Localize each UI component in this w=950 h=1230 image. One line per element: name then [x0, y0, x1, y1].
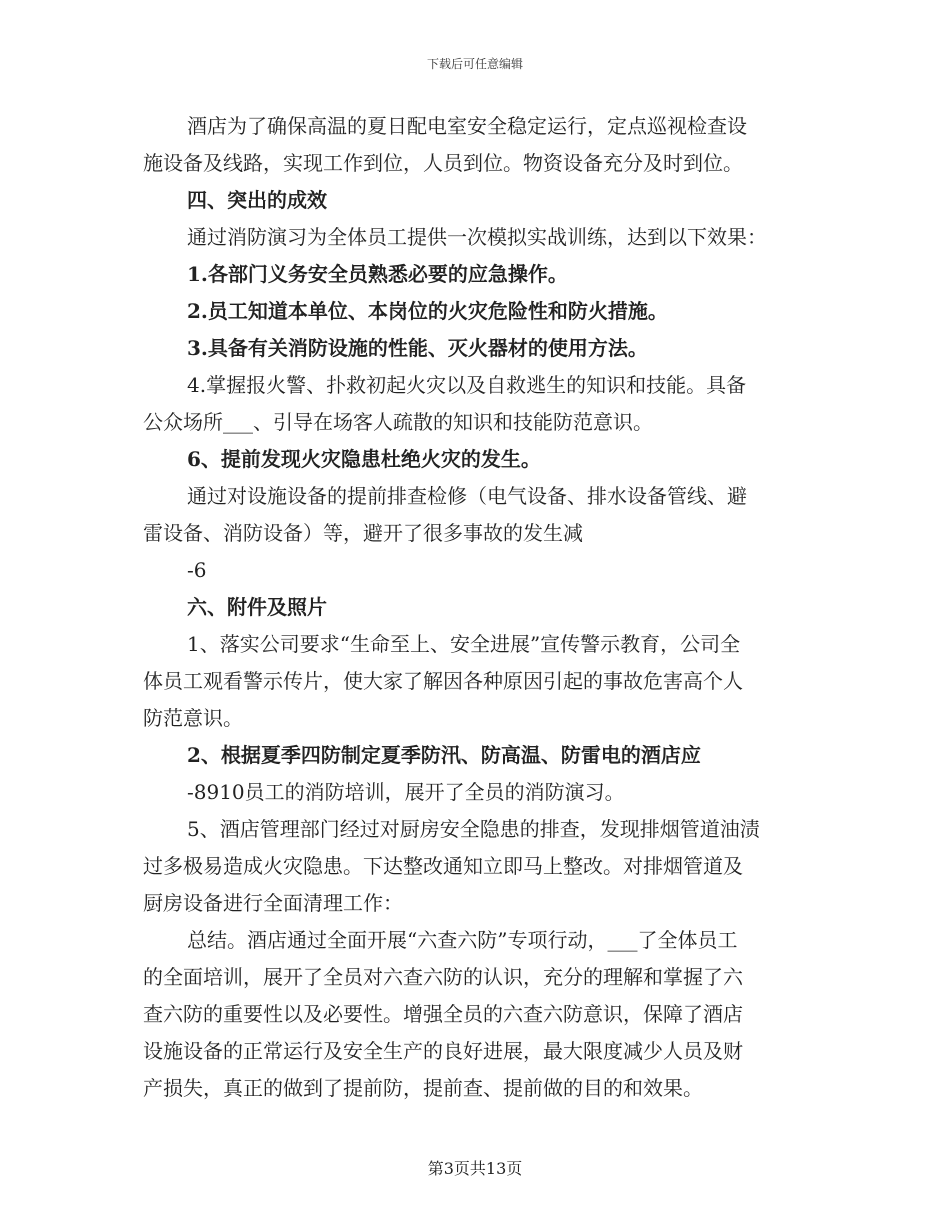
paragraph-line: 查六防的重要性以及必要性。增强全员的六查六防意识，保障了酒店 — [143, 1002, 743, 1026]
paragraph-line: 设施设备的正常运行及安全生产的良好进展，最大限度减少人员及财 — [143, 1039, 743, 1063]
paragraph-line: 公众场所___、引导在场客人疏散的知识和技能防范意识。 — [143, 410, 653, 434]
paragraph-line: 过多极易造成火灾隐患。下达整改通知立即马上整改。对排烟管道及 — [143, 854, 743, 878]
paragraph-line: 产损失，真正的做到了提前防，提前查、提前做的目的和效果。 — [143, 1076, 703, 1100]
page-header-note: 下载后可任意编辑 — [426, 57, 523, 71]
paragraph-line: -8910员工的消防培训，展开了全员的消防演习。 — [187, 780, 625, 804]
section-heading: 3.具备有关消防设施的性能、灭火器材的使用方法。 — [187, 336, 648, 360]
page-number: 第3页共13页 — [427, 1159, 523, 1178]
section-heading: 2.员工知道本单位、本岗位的火灾危险性和防火措施。 — [187, 299, 668, 323]
paragraph-line: 1、落实公司要求“生命至上、安全进展”宣传警示教育，公司全 — [187, 632, 741, 656]
section-heading: 四、突出的成效 — [187, 188, 327, 212]
paragraph-line: 酒店为了确保高温的夏日配电室安全稳定运行，定点巡视检查设 — [187, 114, 747, 138]
paragraph-line: 的全面培训，展开了全员对六查六防的认识，充分的理解和掌握了六 — [143, 965, 743, 989]
paragraph-line: 防范意识。 — [143, 706, 243, 730]
paragraph-line: 雷设备、消防设备）等，避开了很多事故的发生减 — [143, 521, 583, 545]
paragraph-line: -6 — [187, 558, 207, 582]
paragraph-line: 5、酒店管理部门经过对厨房安全隐患的排查，发现排烟管道油渍 — [187, 817, 760, 841]
section-heading: 2、根据夏季四防制定夏季防汛、防高温、防雷电的酒店应 — [187, 743, 701, 767]
paragraph-line: 通过消防演习为全体员工提供一次模拟实战训练，达到以下效果： — [187, 225, 767, 249]
paragraph-line: 总结。酒店通过全面开展“六查六防”专项行动，___了全体员工 — [187, 928, 738, 952]
section-heading: 6、提前发现火灾隐患杜绝火灾的发生。 — [187, 447, 541, 471]
document-body — [143, 108, 808, 1107]
paragraph-line: 通过对设施设备的提前排查检修（电气设备、排水设备管线、避 — [187, 484, 747, 508]
section-heading: 六、附件及照片 — [187, 595, 327, 619]
paragraph-line: 厨房设备进行全面清理工作： — [143, 891, 403, 915]
paragraph-line: 施设备及线路，实现工作到位，人员到位。物资设备充分及时到位。 — [143, 151, 743, 175]
section-heading: 1.各部门义务安全员熟悉必要的应急操作。 — [187, 262, 568, 286]
paragraph-line: 体员工观看警示传片，使大家了解因各种原因引起的事故危害高个人 — [143, 669, 743, 693]
paragraph-line: 4.掌握报火警、扑救初起火灾以及自救逃生的知识和技能。具备 — [187, 373, 747, 397]
